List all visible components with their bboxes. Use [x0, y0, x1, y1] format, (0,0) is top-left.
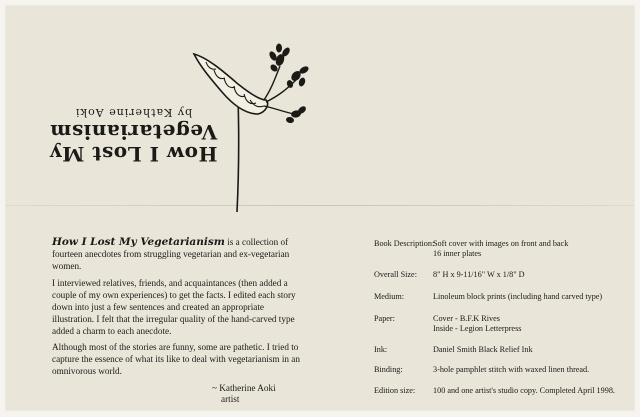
carrot-illustration — [184, 40, 324, 215]
spec-value-line: Inside - Legion Letterpress — [433, 324, 522, 333]
spec-value — [433, 365, 633, 375]
spec-value — [433, 314, 633, 334]
spec-label: Book Description: — [374, 239, 435, 248]
cover-byline: by Katherine Aoki — [74, 106, 193, 119]
intro-text — [52, 236, 302, 382]
spec-label: Medium: — [374, 292, 405, 301]
spec-value — [433, 345, 633, 355]
spec-label: Edition size: — [374, 386, 416, 395]
spec-label: Paper: — [374, 314, 395, 323]
spec-value — [433, 270, 633, 280]
intro-lead-title: How I Lost My Vegetarianism — [52, 236, 225, 248]
spec-value-line: Daniel Smith Black Relief Ink — [433, 345, 533, 354]
spec-value-line: 100 and one artist's studio copy. Completed April 1998. — [433, 386, 615, 395]
cover-title-line-2: Vegetarianism — [49, 120, 218, 144]
signature-role: artist — [221, 394, 240, 404]
spec-value-line: Cover - B.F.K Rives — [433, 314, 500, 323]
intro-paragraph-2: I interviewed relatives, friends, and acquaintances (then added a couple of my own experiences) to get the facts. I edited each story down into just a few sentences and created an appropriate illustration. I felt that the irregular quality of the hand-carved type added a charm to each anecdote. — [52, 277, 296, 336]
signature-name: ~ Katherine Aoki — [212, 383, 276, 393]
spec-value — [433, 386, 633, 396]
signature — [212, 383, 276, 405]
cover-title-line-1: How I Lost My — [49, 142, 218, 166]
spec-value — [433, 292, 633, 302]
spec-value-line: Linoleum block prints (including hand carved type) — [433, 292, 603, 301]
spec-value-line: 16 inner plates — [433, 249, 482, 258]
spec-label: Binding: — [374, 365, 403, 374]
document-sheet — [6, 6, 634, 410]
intro-lead-rest: is a collection of fourteen anecdotes from struggling vegetarian and ex-vegetarian women. — [52, 237, 290, 271]
spec-label: Overall Size: — [374, 270, 417, 279]
intro-paragraph-3: Although most of the stories are funny, some are pathetic. I tried to capture the essence of what its like to deal with vegetarianism in an omnivorous world. — [52, 342, 300, 376]
spec-value-line: Soft cover with images on front and back — [433, 239, 569, 248]
spec-value-line: 8" H x 9-11/16" W x 1/8" D — [433, 270, 525, 279]
intro-paragraph-1 — [52, 236, 302, 272]
spec-label: Ink: — [374, 345, 388, 354]
spec-value-line: 3-hole pamphlet stitch with waxed linen thread. — [433, 365, 590, 374]
spec-value — [433, 239, 633, 259]
